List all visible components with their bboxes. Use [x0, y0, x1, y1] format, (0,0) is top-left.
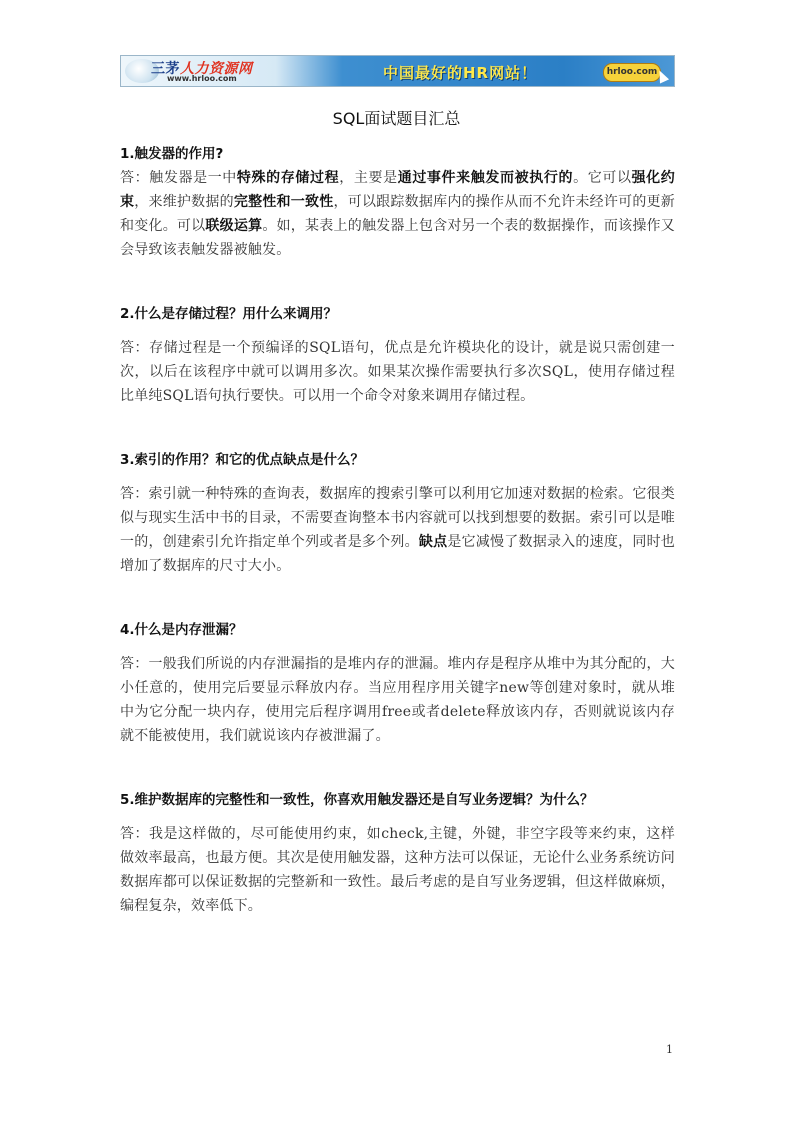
emphasis-text: 完整性和一致性: [233, 194, 334, 210]
banner-slogan: 中国最好的HR网站！: [383, 64, 538, 82]
emphasis-text: 强化约束: [120, 170, 675, 210]
answer-text: 答：索引就一种特殊的查询表，数据库的搜索引擎可以利用它加速对数据的检索。它很类似与现实生活中书的目录，不需要查询整本书内容就可以找到想要的数据。索引可以是唯一的，创建索引允许指定单个列或者是多个列。缺点是它减慢了数据录入的速度，同时也增加了数据库的尺寸大小。: [120, 486, 675, 574]
question-title: 2.什么是存储过程？用什么来调用？: [120, 306, 338, 322]
answer-text: 答：触发器是一中特殊的存储过程，主要是通过事件来触发而被执行的。它可以强化约束，来维护数据的完整性和一致性，可以跟踪数据库内的操作从而不允许未经许可的更新和变化。可以联级运算。如，某表上的触发器上包含对另一个表的数据操作，而该操作又会导致该表触发器被触发。: [120, 170, 675, 258]
page-number: 1: [666, 1043, 673, 1056]
question-title: 1.触发器的作用?: [120, 146, 224, 162]
hrloo-banner[interactable]: [120, 55, 675, 87]
question-title: 4.什么是内存泄漏？: [120, 622, 243, 638]
logo-part2: 人力资源网: [180, 61, 253, 77]
document-body: [120, 142, 675, 918]
qa-section-2: [120, 302, 675, 408]
answer-text: 答：一般我们所说的内存泄漏指的是堆内存的泄漏。堆内存是程序从堆中为其分配的，大小任意的，使用完后要显示释放内存。当应用程序用关键字new等创建对象时，就从堆中为它分配一块内存，使用完后程序调用free或者delete释放该内存，否则就说该内存就不能被使用，我们就说该内存被泄漏了。: [120, 656, 675, 744]
emphasis-text: 特殊的存储过程: [236, 170, 340, 186]
emphasis-text: 联级运算: [205, 218, 263, 234]
qa-section-1: [120, 142, 675, 262]
answer-text: 答：我是这样做的，尽可能使用约束，如check,主键，外键，非空字段等来约束，这样做效率最高，也最方便。其次是使用触发器，这种方法可以保证，无论什么业务系统访问数据库都可以保证数据的完整新和一致性。最后考虑的是自写业务逻辑，但这样做麻烦，编程复杂，效率低下。: [120, 826, 675, 914]
question-title: 3.索引的作用？和它的优点缺点是什么？: [120, 452, 365, 468]
question-title: 5.维护数据库的完整性和一致性，你喜欢用触发器还是自写业务逻辑？为什么？: [120, 792, 594, 808]
site-badge-button[interactable]: hrloo.com: [603, 63, 661, 82]
qa-section-3: [120, 448, 675, 578]
qa-section-5: [120, 788, 675, 918]
emphasis-text: 通过事件来触发而被执行的: [397, 170, 574, 186]
document-title: SQL面试题目汇总: [332, 109, 461, 128]
logo-part1: 三茅: [151, 61, 180, 77]
answer-text: 答：存储过程是一个预编译的SQL语句，优点是允许模块化的设计，就是说只需创建一次，以后在该程序中就可以调用多次。如果某次操作需要执行多次SQL，使用存储过程比单纯SQL语句执行要快。可以用一个命令对象来调用存储过程。: [120, 340, 675, 404]
cursor-icon: [655, 68, 669, 83]
qa-section-4: [120, 618, 675, 748]
emphasis-text: 缺点: [418, 534, 448, 550]
banner-logo-url: www.hrloo.com: [167, 74, 237, 83]
